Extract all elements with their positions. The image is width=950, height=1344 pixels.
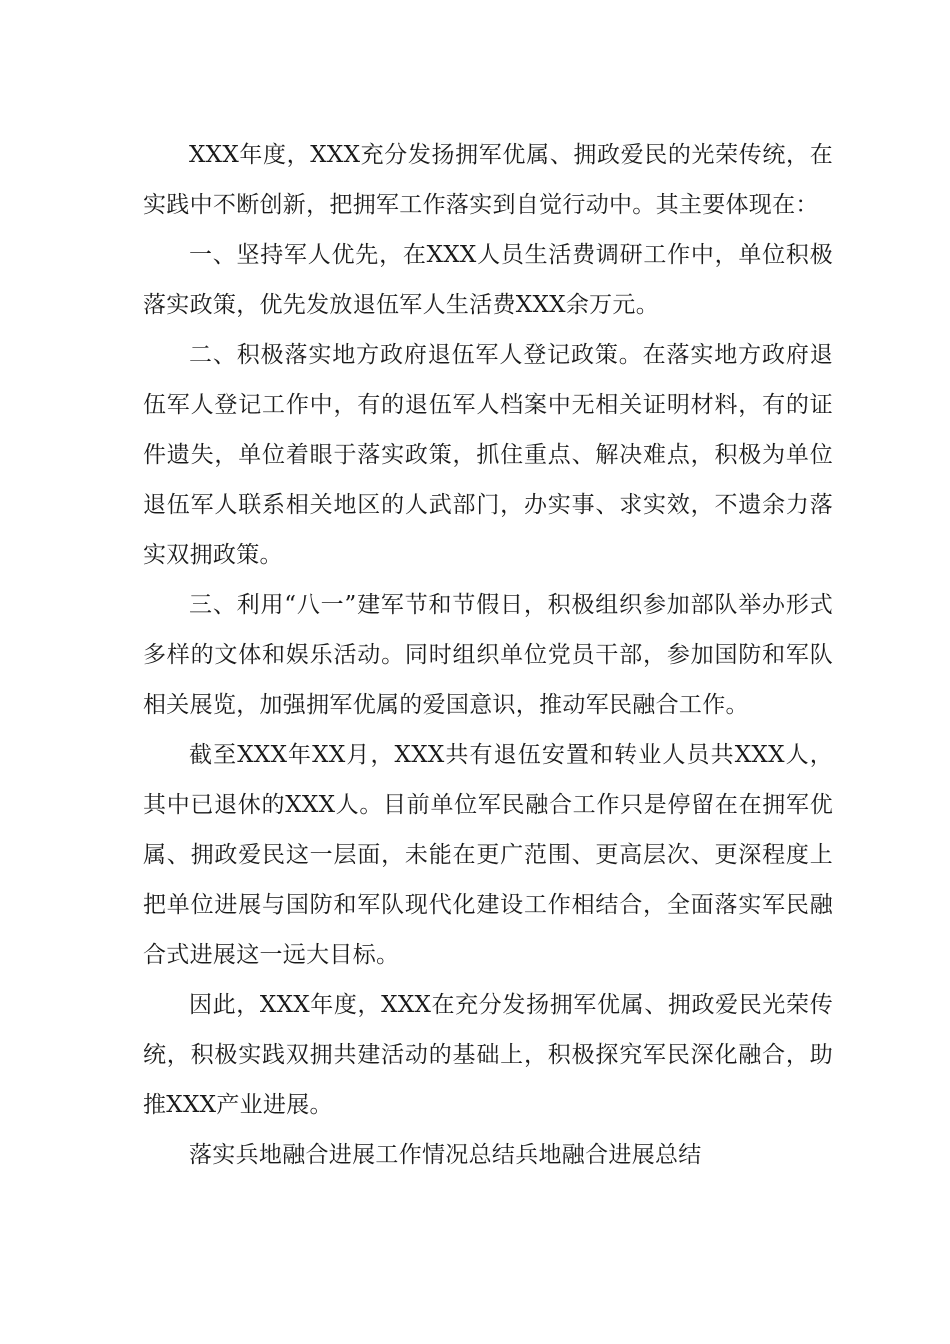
paragraph-point-three: 三、利用“八一”建军节和节假日，积极组织参加部队举办形式多样的文体和娱乐活动。同时组织单位党员干部，参加国防和军队相关展览，加强拥军优属的爱国意识，推动军民融合工作。	[143, 592, 833, 718]
paragraph-point-one: 一、坚持军人优先，在XXX人员生活费调研工作中，单位积极落实政策，优先发放退伍军人生活费XXX余万元。	[143, 242, 833, 318]
paragraph-status: 截至XXX年XX月，XXX共有退伍安置和转业人员共XXX人，其中已退休的XXX人。目前单位军民融合工作只是停留在在拥军优属、拥政爱民这一层面，未能在更广范围、更高层次、更深程度上把单位进展与国防和军队现代化建设工作相结合，全面落实军民融合式进展这一远大目标。	[143, 742, 833, 968]
paragraph-point-two: 二、积极落实地方政府退伍军人登记政策。在落实地方政府退伍军人登记工作中，有的退伍军人档案中无相关证明材料，有的证件遗失，单位着眼于落实政策，抓住重点、解决难点，积极为单位退伍军人联系相关地区的人武部门，办实事、求实效，不遗余力落实双拥政策。	[143, 342, 833, 568]
document-body	[143, 130, 833, 1180]
paragraph-next-title: 落实兵地融合进展工作情况总结兵地融合进展总结	[189, 1142, 702, 1168]
paragraph-conclusion: 因此，XXX年度，XXX在充分发扬拥军优属、拥政爱民光荣传统，积极实践双拥共建活动的基础上，积极探究军民深化融合，助推XXX产业进展。	[143, 992, 833, 1118]
paragraph-intro: XXX年度，XXX充分发扬拥军优属、拥政爱民的光荣传统，在实践中不断创新，把拥军工作落实到自觉行动中。其主要体现在：	[143, 142, 833, 218]
